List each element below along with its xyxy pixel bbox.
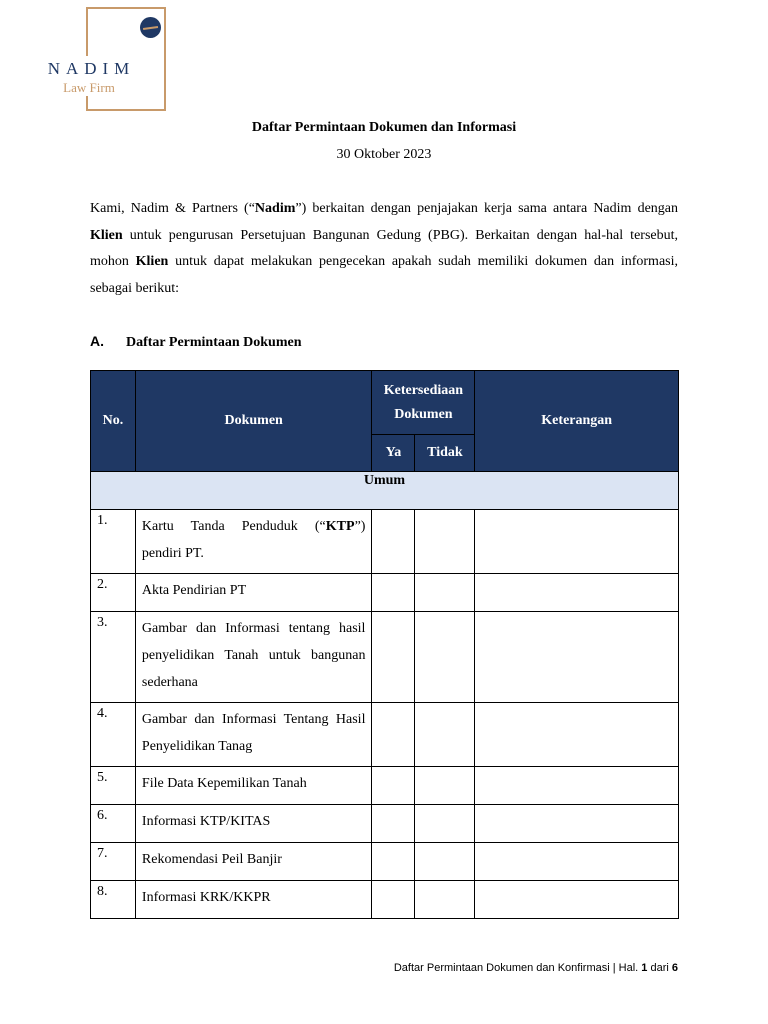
section-title: Daftar Permintaan Dokumen	[126, 335, 302, 350]
section-heading	[90, 333, 302, 351]
logo-emblem-icon	[140, 17, 161, 38]
row-keterangan-cell[interactable]	[475, 881, 679, 919]
row-keterangan-cell[interactable]	[475, 767, 679, 805]
row-tidak-cell[interactable]	[415, 843, 475, 881]
table-row	[91, 767, 679, 805]
row-tidak-cell[interactable]	[415, 510, 475, 574]
row-tidak-cell[interactable]	[415, 881, 475, 919]
row-document: Informasi KRK/KKPR	[135, 881, 372, 919]
group-row-umum: Umum	[91, 472, 679, 510]
row-ya-cell[interactable]	[372, 574, 415, 612]
header-tidak: Tidak	[415, 435, 475, 472]
row-tidak-cell[interactable]	[415, 703, 475, 767]
row-document: Gambar dan Informasi Tentang Hasil Penyelidikan Tanag	[135, 703, 372, 767]
row-number: 2.	[91, 574, 136, 612]
row-number: 8.	[91, 881, 136, 919]
row-ya-cell[interactable]	[372, 703, 415, 767]
row-number: 5.	[91, 767, 136, 805]
row-keterangan-cell[interactable]	[475, 510, 679, 574]
header-ya: Ya	[372, 435, 415, 472]
row-document: Akta Pendirian PT	[135, 574, 372, 612]
row-document: Informasi KTP/KITAS	[135, 805, 372, 843]
table-row	[91, 805, 679, 843]
row-keterangan-cell[interactable]	[475, 574, 679, 612]
row-document: Kartu Tanda Penduduk (“KTP”) pendiri PT.	[135, 510, 372, 574]
table-row	[91, 881, 679, 919]
header-dokumen: Dokumen	[135, 371, 372, 472]
row-keterangan-cell[interactable]	[475, 805, 679, 843]
document-request-table	[90, 370, 679, 919]
row-number: 1.	[91, 510, 136, 574]
row-ya-cell[interactable]	[372, 767, 415, 805]
row-ya-cell[interactable]	[372, 510, 415, 574]
header-keterangan: Keterangan	[475, 371, 679, 472]
row-keterangan-cell[interactable]	[475, 703, 679, 767]
document-date: 30 Oktober 2023	[336, 147, 432, 162]
page-footer: Daftar Permintaan Dokumen dan Konfirmasi | Hal. 1 dari 6	[393, 962, 678, 974]
row-number: 4.	[91, 703, 136, 767]
row-document: Gambar dan Informasi tentang hasil penyelidikan Tanah untuk bangunan sederhana	[135, 612, 372, 703]
row-tidak-cell[interactable]	[415, 805, 475, 843]
table-row	[91, 843, 679, 881]
row-tidak-cell[interactable]	[415, 574, 475, 612]
logo-name: NADIM	[47, 59, 136, 78]
row-document: File Data Kepemilikan Tanah	[135, 767, 372, 805]
table-row	[91, 574, 679, 612]
row-number: 6.	[91, 805, 136, 843]
intro-paragraph: Kami, Nadim & Partners (“Nadim”) berkaitan dengan penjajakan kerja sama antara Nadim dengan Klien untuk pengurusan Persetujuan Bangunan Gedung (PBG). Berkaitan dengan hal-hal tersebut, mohon Klien untuk dapat melakukan pengecekan apakah sudah memiliki dokumen dan informasi, sebagai berikut:	[90, 201, 678, 297]
table-row	[91, 510, 679, 574]
logo-subtitle: Law Firm	[63, 80, 115, 95]
row-keterangan-cell[interactable]	[475, 612, 679, 703]
row-keterangan-cell[interactable]	[475, 843, 679, 881]
row-ya-cell[interactable]	[372, 881, 415, 919]
header-ketersediaan: Ketersediaan Dokumen	[372, 371, 475, 435]
header-no: No.	[91, 371, 136, 472]
row-ya-cell[interactable]	[372, 805, 415, 843]
row-ya-cell[interactable]	[372, 843, 415, 881]
row-tidak-cell[interactable]	[415, 767, 475, 805]
table-row	[91, 703, 679, 767]
row-number: 7.	[91, 843, 136, 881]
table-row	[91, 612, 679, 703]
row-ya-cell[interactable]	[372, 612, 415, 703]
row-tidak-cell[interactable]	[415, 612, 475, 703]
row-number: 3.	[91, 612, 136, 703]
row-document: Rekomendasi Peil Banjir	[135, 843, 372, 881]
section-letter: A.	[90, 333, 104, 349]
document-title: Daftar Permintaan Dokumen dan Informasi	[251, 120, 517, 135]
